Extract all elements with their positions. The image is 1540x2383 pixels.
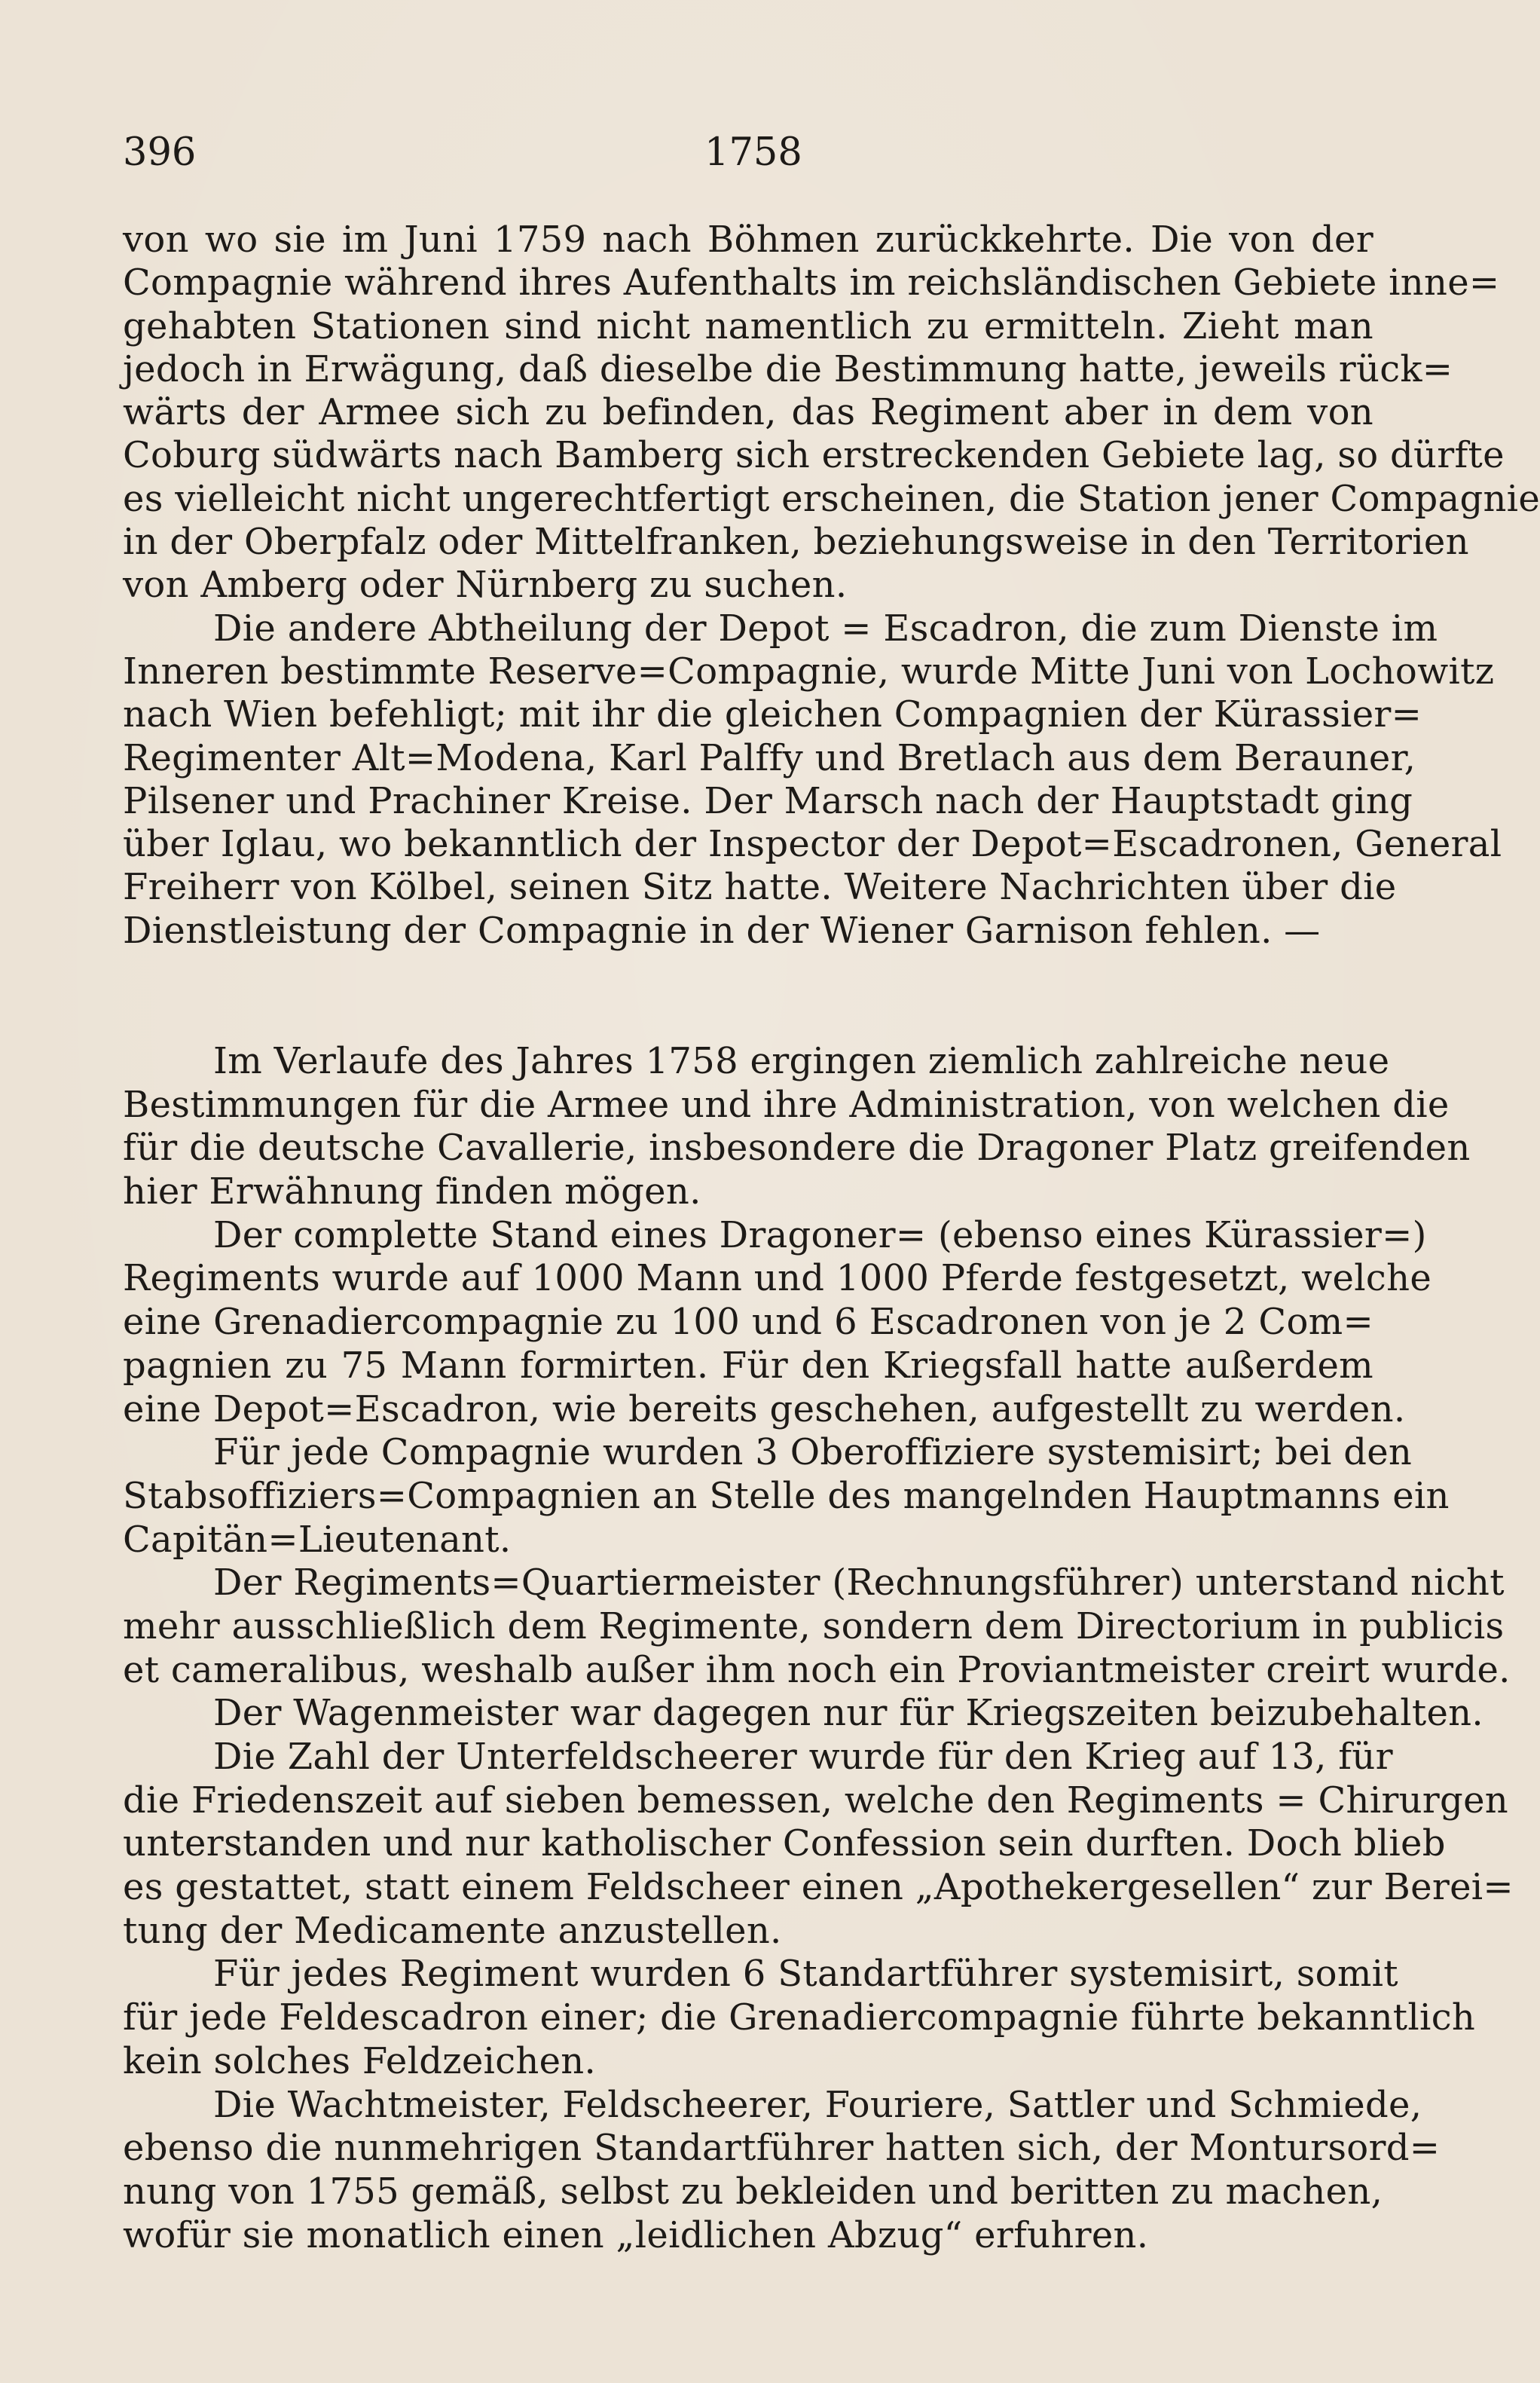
text-line: Compagnie während ihres Aufenthalts im reichsländischen Gebiete inne=: [123, 262, 1500, 304]
text-line: Die andere Abtheilung der Depot = Escadron, die zum Dienste im: [213, 607, 1438, 650]
text-line: Regiments wurde auf 1000 Mann und 1000 Pferde festgesetzt, welche: [123, 1257, 1432, 1300]
page-number: 396: [123, 130, 197, 175]
text-line: Im Verlaufe des Jahres 1758 ergingen ziemlich zahlreiche neue: [213, 1040, 1390, 1082]
text-line: Pilsener und Prachiner Kreise. Der Marsch nach der Hauptstadt ging: [123, 779, 1413, 822]
text-line: Der complette Stand eines Dragoner= (ebenso eines Kürassier=): [213, 1213, 1427, 1256]
page-header: [123, 127, 1376, 179]
text-line: tung der Medicamente anzustellen.: [123, 1909, 782, 1952]
text-block-regulations-1758: [123, 1040, 1514, 2257]
text-line: Der Wagenmeister war dagegen nur für Kriegszeiten beizubehalten.: [213, 1692, 1483, 1735]
text-line: eine Grenadiercompagnie zu 100 und 6 Escadronen von je 2 Com=: [123, 1301, 1373, 1344]
text-line: et cameralibus, weshalb außer ihm noch ein Proviantmeister creirt wurde.: [123, 1648, 1511, 1691]
text-line: Der Regiments=Quartiermeister (Rechnungsführer) unterstand nicht: [213, 1562, 1505, 1604]
text-line: Inneren bestimmte Reserve=Compagnie, wurde Mitte Juni von Lochowitz: [123, 650, 1495, 693]
text-block-depot-escadron: [123, 219, 1540, 953]
text-line: Stabsoffiziers=Compagnien an Stelle des mangelnden Hauptmanns ein: [123, 1474, 1450, 1517]
text-line: jedoch in Erwägung, daß dieselbe die Bestimmung hatte, jeweils rück=: [123, 347, 1453, 390]
text-line: Bestimmungen für die Armee und ihre Administration, von welchen die: [123, 1083, 1450, 1126]
text-line: Capitän=Lieutenant.: [123, 1518, 512, 1561]
text-line: von Amberg oder Nürnberg zu suchen.: [123, 564, 848, 607]
text-line: es gestattet, statt einem Feldscheer einen „Apothekergesellen“ zur Berei=: [123, 1866, 1514, 1909]
text-line: Coburg südwärts nach Bamberg sich erstreckenden Gebiete lag, so dürfte: [123, 434, 1505, 477]
text-line: Regimenter Alt=Modena, Karl Palffy und Bretlach aus dem Berauner,: [123, 736, 1416, 779]
text-line: Freiherr von Kölbel, seinen Sitz hatte. Weitere Nachrichten über die: [123, 866, 1397, 909]
text-line: Dienstleistung der Compagnie in der Wiener Garnison fehlen. —: [123, 909, 1321, 952]
text-line: hier Erwähnung finden mögen.: [123, 1170, 701, 1213]
text-line: nach Wien befehligt; mit ihr die gleichen Compagnien der Kürassier=: [123, 693, 1422, 736]
running-head-year: 1758: [704, 130, 802, 175]
text-line: pagnien zu 75 Mann formirten. Für den Kriegsfall hatte außerdem: [123, 1344, 1373, 1387]
text-line: für die deutsche Cavallerie, insbesondere die Dragoner Platz greifenden: [123, 1127, 1471, 1170]
text-line: Für jedes Regiment wurden 6 Standartführer systemisirt, somit: [213, 1953, 1398, 1996]
text-line: gehabten Stationen sind nicht namentlich zu ermitteln. Zieht man: [123, 304, 1373, 347]
text-line: nung von 1755 gemäß, selbst zu bekleiden und beritten zu machen,: [123, 2170, 1383, 2213]
text-line: ebenso die nunmehrigen Standartführer hatten sich, der Montursord=: [123, 2127, 1441, 2170]
text-line: wärts der Armee sich zu befinden, das Regiment aber in dem von: [123, 391, 1373, 434]
text-line: unterstanden und nur katholischer Confession sein durften. Doch blieb: [123, 1822, 1446, 1865]
text-line: mehr ausschließlich dem Regimente, sondern dem Directorium in publicis: [123, 1604, 1505, 1647]
text-line: Für jede Compagnie wurden 3 Oberoffiziere systemisirt; bei den: [213, 1431, 1413, 1474]
text-line: für jede Feldescadron einer; die Grenadiercompagnie führte bekanntlich: [123, 1996, 1476, 2039]
text-line: kein solches Feldzeichen.: [123, 2039, 597, 2082]
text-line: es vielleicht nicht ungerechtfertigt erscheinen, die Station jener Compagnie: [123, 477, 1540, 520]
text-line: in der Oberpfalz oder Mittelfranken, beziehungsweise in den Territorien: [123, 521, 1469, 564]
text-line: von wo sie im Juni 1759 nach Böhmen zurückkehrte. Die von der: [123, 219, 1373, 261]
text-line: Die Wachtmeister, Feldscheerer, Fouriere, Sattler und Schmiede,: [213, 2083, 1422, 2126]
text-line: eine Depot=Escadron, wie bereits geschehen, aufgestellt zu werden.: [123, 1387, 1406, 1430]
text-line: die Friedenszeit auf sieben bemessen, welche den Regiments = Chirurgen: [123, 1779, 1508, 1822]
text-line: wofür sie monatlich einen „leidlichen Abzug“ erfuhren.: [123, 2213, 1149, 2256]
text-line: Die Zahl der Unterfeldscheerer wurde für den Krieg auf 13, für: [213, 1736, 1393, 1778]
text-line: über Iglau, wo bekanntlich der Inspector der Depot=Escadronen, General: [123, 823, 1502, 866]
